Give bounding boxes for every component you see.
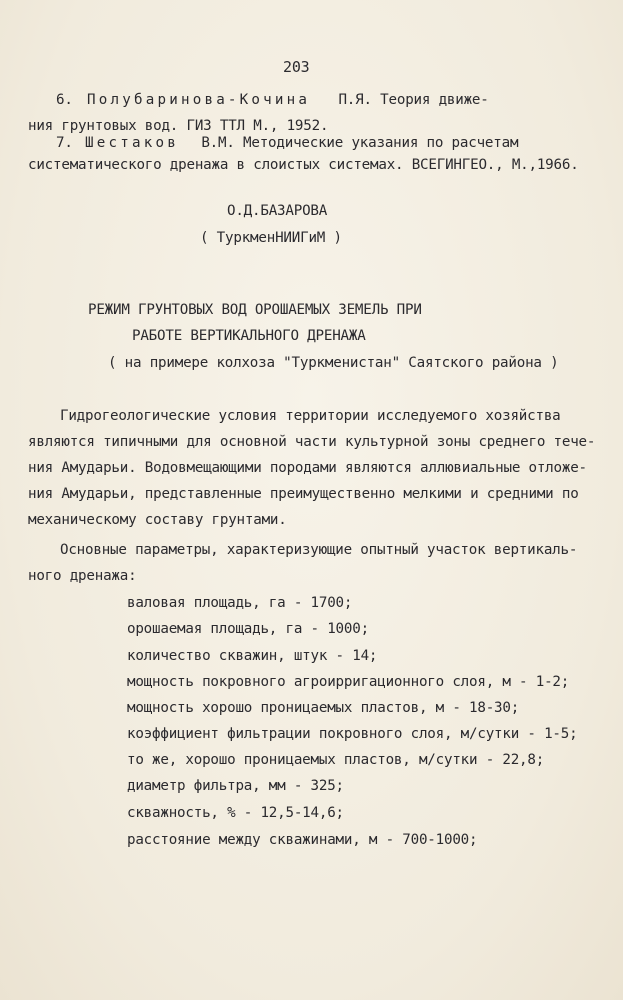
paragraph-2-line-1: Основные параметры, характеризующие опытный участок вертикаль- xyxy=(60,542,578,558)
parameter-item: то же, хорошо проницаемых пластов, м/сутки - 22,8; xyxy=(127,752,545,768)
parameter-item: диаметр фильтра, мм - 325; xyxy=(127,778,344,794)
reference-7-line-2: систематического дренажа в слоистых системах. ВСЕГИНГЕО., М.,1966. xyxy=(28,157,579,173)
paragraph-1-line-5: механическому составу грунтами. xyxy=(28,512,287,528)
reference-7-author: Шестаков xyxy=(85,135,179,151)
parameter-item: скважность, % - 12,5-14,6; xyxy=(127,805,344,821)
parameter-item: валовая площадь, га - 1700; xyxy=(127,595,353,611)
reference-6-line-1 xyxy=(56,92,489,108)
reference-7-line-1 xyxy=(56,135,518,151)
parameter-item: расстояние между скважинами, м - 700-1000; xyxy=(127,832,478,848)
reference-6-line-2: ния грунтовых вод. ГИЗ ТТЛ М., 1952. xyxy=(28,118,329,134)
author-affiliation: ( ТуркменНИИГиМ ) xyxy=(200,230,342,246)
article-subtitle: ( на примере колхоза "Туркменистан" Саятского района ) xyxy=(108,355,559,371)
page-number: 203 xyxy=(283,58,310,76)
parameter-item: орошаемая площадь, га - 1000; xyxy=(127,621,369,637)
reference-6-number: 6. xyxy=(56,92,73,108)
reference-7-number: 7. xyxy=(56,135,73,151)
reference-7-title: В.М. Методические указания по расчетам xyxy=(201,135,519,151)
paragraph-1-line-4: ния Амударьи, представленные преимущественно мелкими и средними по xyxy=(28,486,579,502)
reference-6-title: П.Я. Теория движе- xyxy=(338,92,489,108)
author-name: О.Д.БАЗАРОВА xyxy=(227,203,328,219)
paragraph-1-line-3: ния Амударьи. Водовмещающими породами являются аллювиальные отложе- xyxy=(28,460,587,476)
paragraph-1-line-2: являются типичными для основной части культурной зоны среднего тече- xyxy=(28,434,596,450)
paragraph-2-line-2: ного дренажа: xyxy=(28,568,137,584)
parameter-item: количество скважин, штук - 14; xyxy=(127,648,378,664)
parameter-item: коэффициент фильтрации покровного слоя, м/сутки - 1-5; xyxy=(127,726,578,742)
parameter-item: мощность хорошо проницаемых пластов, м - 18-30; xyxy=(127,700,520,716)
paragraph-1-line-1: Гидрогеологические условия территории исследуемого хозяйства xyxy=(60,408,561,424)
parameter-item: мощность покровного агроирригационного слоя, м - 1-2; xyxy=(127,674,570,690)
reference-6-author: Полубаринова-Кочина xyxy=(87,92,311,108)
article-title-line-1: РЕЖИМ ГРУНТОВЫХ ВОД ОРОШАЕМЫХ ЗЕМЕЛЬ ПРИ xyxy=(88,302,422,318)
article-title-line-2: РАБОТЕ ВЕРТИКАЛЬНОГО ДРЕНАЖА xyxy=(132,328,366,344)
